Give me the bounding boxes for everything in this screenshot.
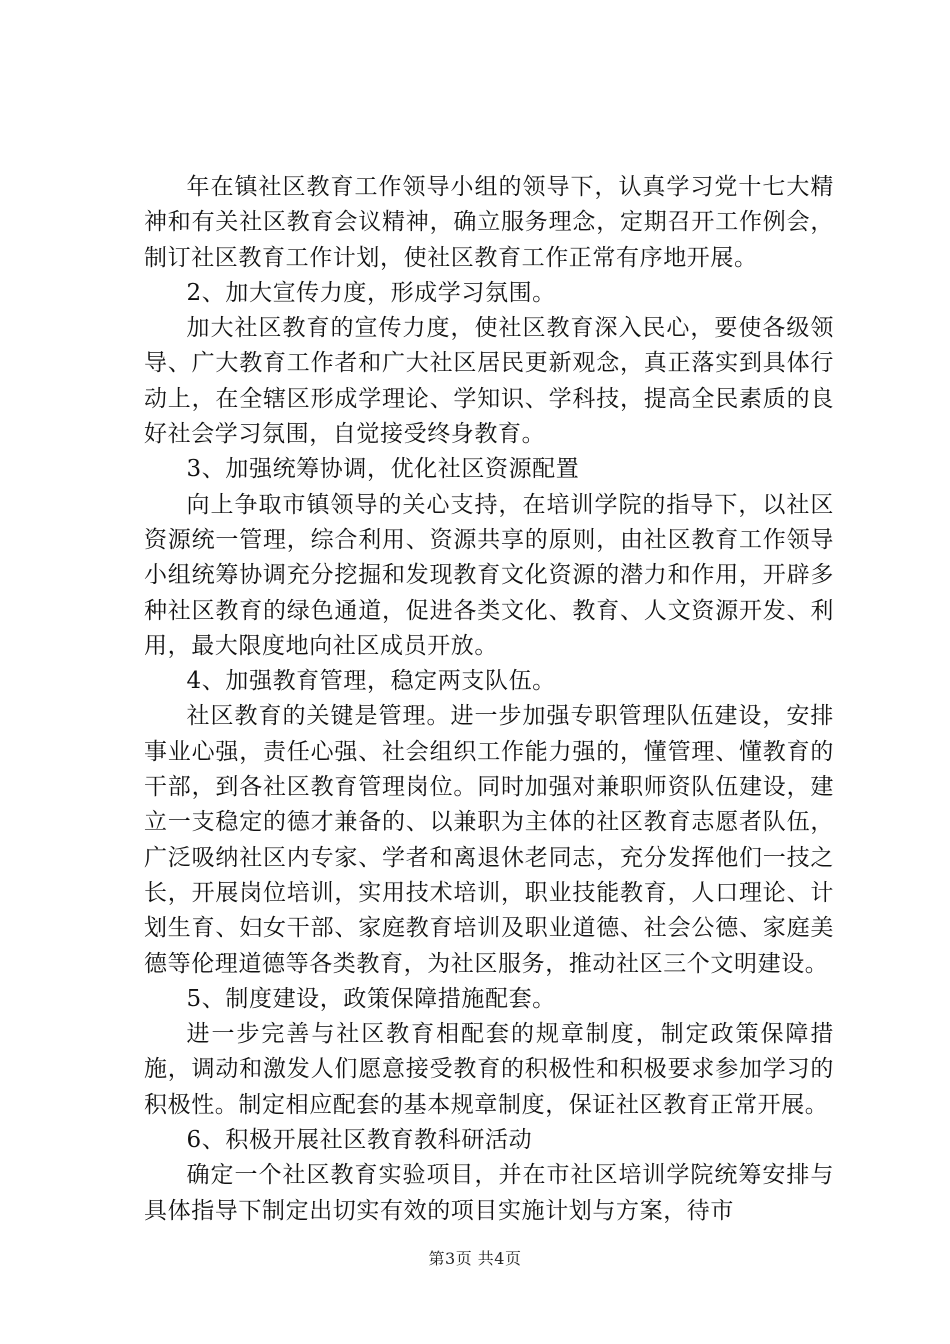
page-number-footer: 第3页 共4页 xyxy=(428,1249,522,1268)
paragraph-1: 年在镇社区教育工作领导小组的领导下，认真学习党十七大精神和有关社区教育会议精神，确立服务理念，定期召开工作例会，制订社区教育工作计划，使社区教育工作正常有序地开展。 xyxy=(144,174,834,271)
section-heading-2: 2、加大宣传力度，形成学习氛围。 xyxy=(186,279,556,306)
section-heading-6: 6、积极开展社区教育教科研活动 xyxy=(186,1127,533,1154)
paragraph-3: 向上争取市镇领导的关心支持，在培训学院的指导下，以社区资源统一管理，综合利用、资源共享的原则，由社区教育工作领导小组统筹协调充分挖掘和发现教育文化资源的潜力和作用，开辟多种社区教育的绿色通道，促进各类文化、教育、人文资源开发、利用，最大限度地向社区成员开放。 xyxy=(144,491,834,659)
document-body xyxy=(144,170,834,1229)
paragraph-6: 确定一个社区教育实验项目，并在市社区培训学院统筹安排与具体指导下制定出切实有效的项目实施计划与方案，待市 xyxy=(144,1162,834,1224)
section-heading-4: 4、加强教育管理，稳定两支队伍。 xyxy=(186,668,556,695)
section-heading-3: 3、加强统筹协调，优化社区资源配置 xyxy=(186,456,580,483)
paragraph-2: 加大社区教育的宣传力度，使社区教育深入民心，要使各级领导、广大教育工作者和广大社区居民更新观念，真正落实到具体行动上，在全辖区形成学理论、学知识、学科技，提高全民素质的良好社会学习氛围，自觉接受终身教育。 xyxy=(144,315,834,448)
section-heading-5: 5、制度建设，政策保障措施配套。 xyxy=(186,985,556,1012)
paragraph-4: 社区教育的关键是管理。进一步加强专职管理队伍建设，安排事业心强，责任心强、社会组织工作能力强的，懂管理、懂教育的干部，到各社区教育管理岗位。同时加强对兼职师资队伍建设，建立一支稳定的德才兼备的、以兼职为主体的社区教育志愿者队伍，广泛吸纳社区内专家、学者和离退休老同志，充分发挥他们一技之长，开展岗位培训，实用技术培训，职业技能教育，人口理论、计划生育、妇女干部、家庭教育培训及职业道德、社会公德、家庭美德等伦理道德等各类教育，为社区服务，推动社区三个文明建设。 xyxy=(144,703,834,977)
paragraph-5: 进一步完善与社区教育相配套的规章制度，制定政策保障措施，调动和激发人们愿意接受教育的积极性和积极要求参加学习的积极性。制定相应配套的基本规章制度，保证社区教育正常开展。 xyxy=(144,1021,834,1118)
